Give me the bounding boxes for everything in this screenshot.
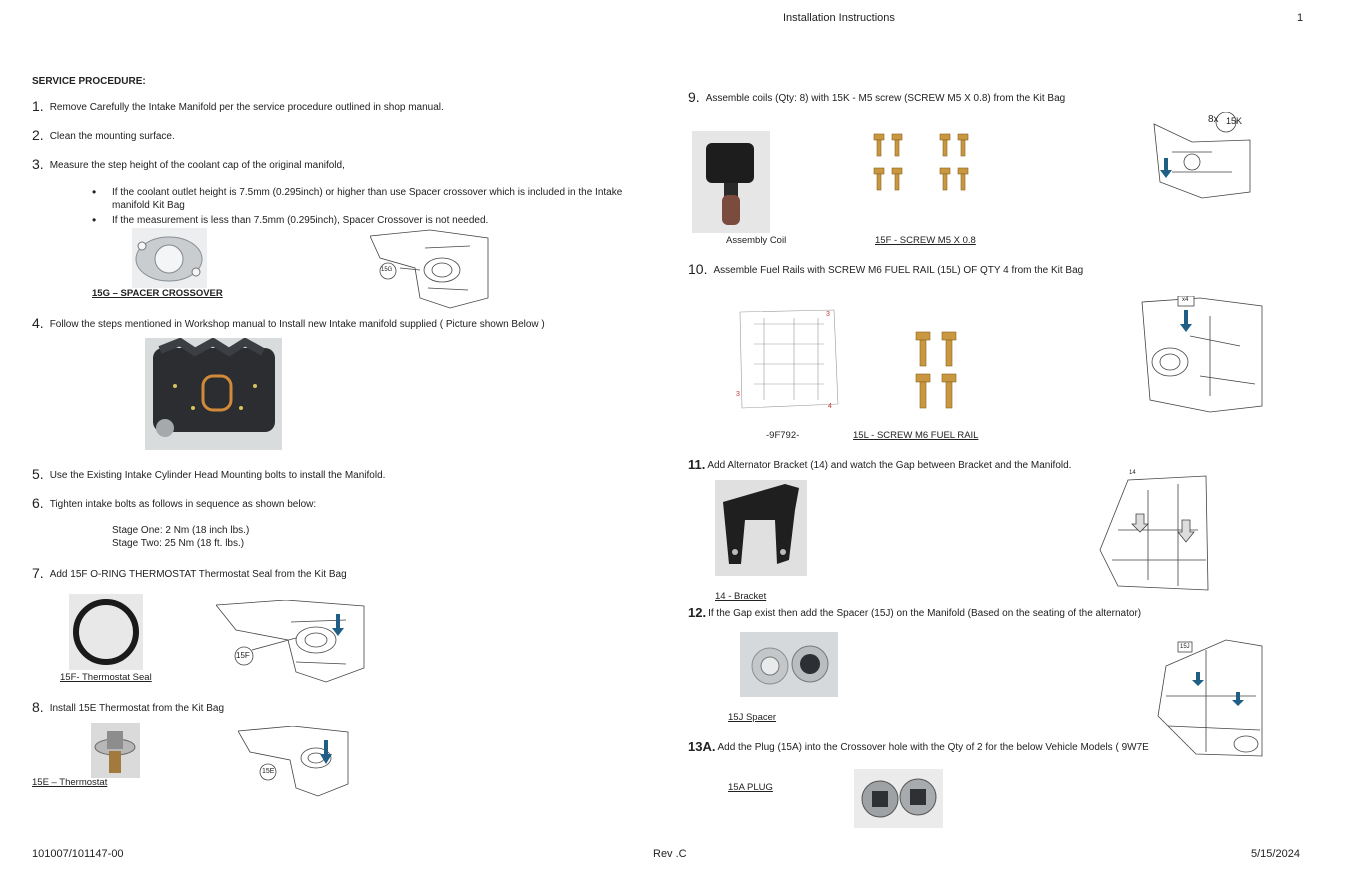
diagram-label-14: 14 <box>1129 470 1136 476</box>
svg-text:3: 3 <box>736 391 740 398</box>
plug-15a-caption: 15A PLUG <box>728 782 773 793</box>
thermostat-seal-caption: 15F- Thermostat Seal <box>60 672 152 683</box>
diagram-label-15g: 15G <box>381 267 393 273</box>
step-4: 4. Follow the steps mentioned in Workshop manual to Install new Intake manifold supplied ( Picture shown Below ) <box>32 315 545 331</box>
diagram-label-15f: 15F <box>236 651 250 660</box>
spacer-15j-caption: 15J Spacer <box>728 712 777 723</box>
svg-text:3: 3 <box>826 311 830 318</box>
assembly-coil-photo <box>692 131 770 233</box>
step-8: 8. Install 15E Thermostat from the Kit Bag <box>32 699 225 715</box>
bracket-photo <box>715 480 807 576</box>
thermostat-seal-photo <box>69 594 143 670</box>
thermostat-caption: 15E – Thermostat <box>32 777 108 788</box>
spacer-15j-photo <box>740 632 838 697</box>
bracket-diagram <box>1098 470 1210 592</box>
section-title: SERVICE PROCEDURE: <box>32 76 146 87</box>
step-3-bullet-1: • If the coolant outlet height is 7.5mm (0.295inch) or higher than use Spacer crossover which is included in the Intake manifold Kit Bag <box>112 186 642 212</box>
step-2: 2. Clean the mounting surface. <box>32 127 175 143</box>
m5-screw-caption: 15F - SCREW M5 X 0.8 <box>875 235 976 246</box>
intake-manifold-photo <box>145 338 282 450</box>
thermostat-seal-diagram <box>216 600 366 685</box>
footer-date: 5/15/2024 <box>1251 848 1300 860</box>
spacer-crossover-caption: 15G – SPACER CROSSOVER <box>92 288 223 299</box>
fuel-rail-drawing <box>734 304 846 414</box>
step-13a: 13A. Add the Plug (15A) into the Crossover hole with the Qty of 2 for the below Vehicle Models ( 9W7E <box>688 739 1149 754</box>
coil-screw-diagram <box>1152 112 1252 200</box>
assembly-coil-caption: Assembly Coil <box>726 235 787 246</box>
step-9: 9. Assemble coils (Qty: 8) with 15K - M5 screw (SCREW M5 X 0.8) from the Kit Bag <box>688 89 1066 105</box>
bracket-caption: 14 - Bracket <box>715 591 767 602</box>
diagram-label-x4: x4 <box>1182 297 1189 303</box>
diagram-label-15j: 15J <box>1180 644 1190 650</box>
m6-screw-caption: 15L - SCREW M6 FUEL RAIL <box>853 430 979 441</box>
step-3-bullet-2: • If the measurement is less than 7.5mm (0.295inch), Spacer Crossover is not needed. <box>112 214 642 227</box>
step-5: 5. Use the Existing Intake Cylinder Head Mounting bolts to install the Manifold. <box>32 466 386 482</box>
fuel-rail-drawing-caption: -9F792- <box>766 430 800 441</box>
step-7: 7. Add 15F O-RING THERMOSTAT Thermostat Seal from the Kit Bag <box>32 565 347 581</box>
thermostat-diagram <box>238 726 350 798</box>
document-title: Installation Instructions <box>783 12 895 24</box>
page-number: 1 <box>1297 12 1304 24</box>
spacer-15j-diagram <box>1156 636 1264 760</box>
step-12: 12. If the Gap exist then add the Spacer (15J) on the Manifold (Based on the seating of the alternator) <box>688 605 1142 620</box>
step-10: 10. Assemble Fuel Rails with SCREW M6 FUEL RAIL (15L) OF QTY 4 from the Kit Bag <box>688 261 1084 277</box>
diagram-label-15k: 15K <box>1226 116 1243 126</box>
diagram-label-15e: 15E <box>262 768 275 775</box>
coolant-outlet-diagram <box>370 228 490 310</box>
step-11: 11. Add Alternator Bracket (14) and watch the Gap between Bracket and the Manifold. <box>688 457 1072 472</box>
fuel-rail-diagram <box>1140 296 1265 414</box>
svg-text:4: 4 <box>828 403 832 410</box>
plug-15a-photo <box>854 769 943 828</box>
footer-part-number: 101007/101147-00 <box>32 848 124 860</box>
step-1: 1. Remove Carefully the Intake Manifold per the service procedure outlined in shop manual. <box>32 98 444 114</box>
torque-stage-two: Stage Two: 25 Nm (18 ft. lbs.) <box>112 538 245 549</box>
step-3: 3. Measure the step height of the coolant cap of the original manifold, <box>32 156 345 172</box>
torque-stage-one: Stage One: 2 Nm (18 inch lbs.) <box>112 525 250 536</box>
footer-revision: Rev .C <box>653 848 687 860</box>
m5-screws-photo <box>870 130 980 200</box>
coil-screw-qty: 8x <box>1208 114 1219 125</box>
m6-screws-photo <box>912 330 968 414</box>
thermostat-photo <box>91 723 140 778</box>
step-6: 6. Tighten intake bolts as follows in sequence as shown below: <box>32 495 317 511</box>
spacer-crossover-photo <box>132 228 207 288</box>
